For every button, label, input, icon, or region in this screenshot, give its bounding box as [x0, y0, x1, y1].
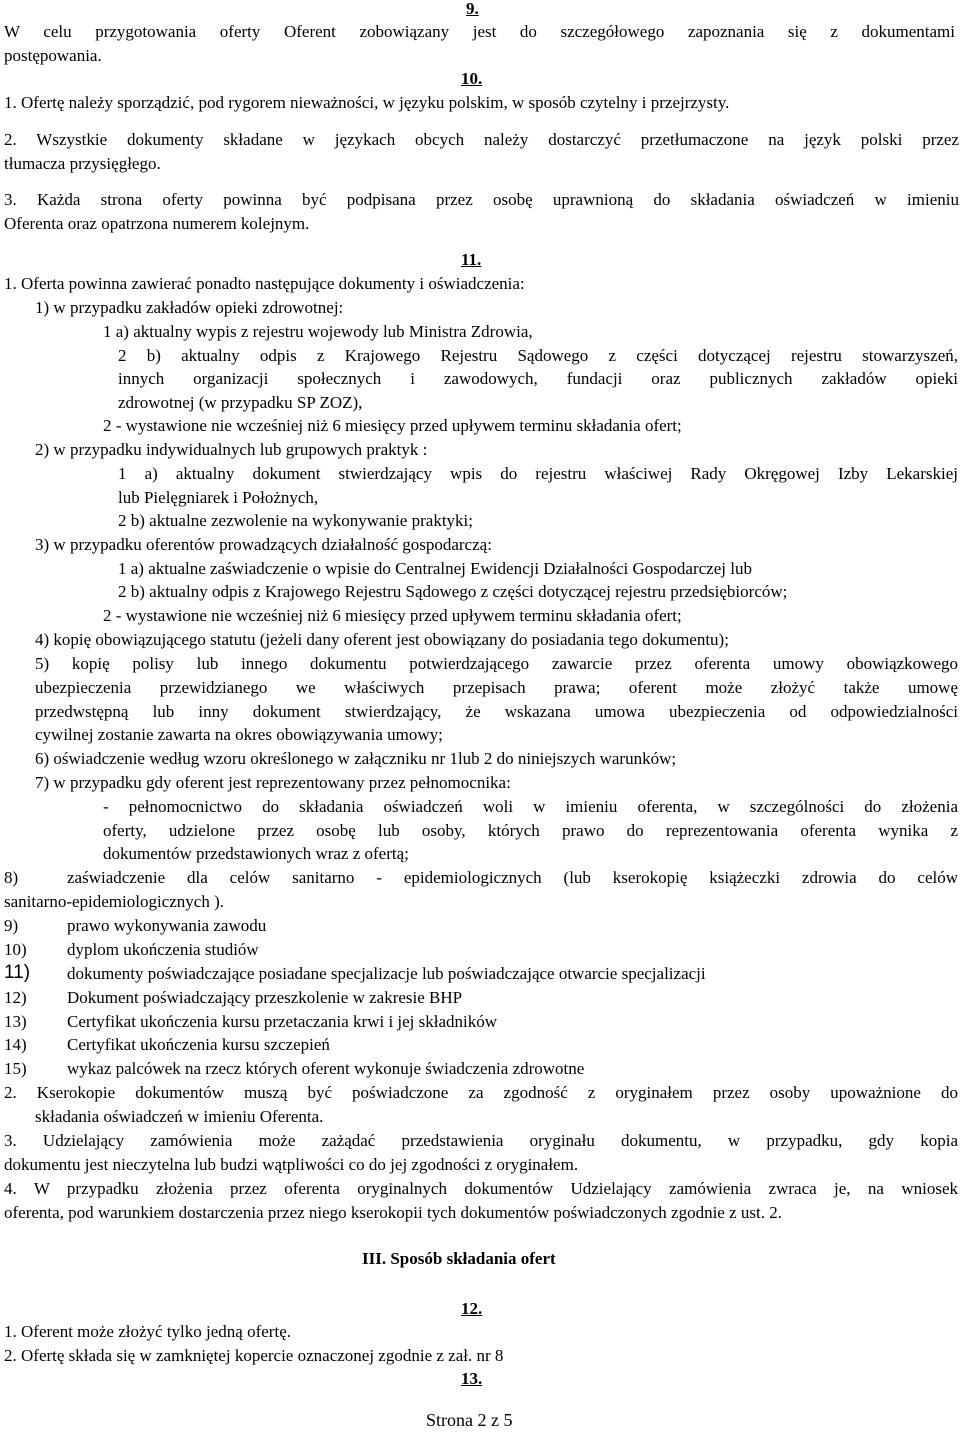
s11-item-1a: 1 a) aktualny wypis z rejestru wojewody lub Ministra Zdrowia, — [103, 322, 533, 341]
s11-item-1b-line: zdrowotnej (w przypadku SP ZOZ), — [118, 393, 363, 412]
section-10-heading: 10. — [461, 69, 483, 88]
section-13-heading: 13. — [461, 1369, 483, 1388]
s11-item-1-note: 2 - wystawione nie wcześniej niż 6 miesięcy przed upływem terminu składania ofert; — [103, 416, 682, 435]
s11-item-7-line: oferty, udzielone przez osobę lub osoby, których prawo do reprezentowania oferenta wynika z — [103, 821, 958, 840]
s11-item-3: 3) w przypadku oferentów prowadzących działalność gospodarczą: — [35, 535, 492, 554]
s11-item-1b-line: 2 b) aktualny odpis z Krajowego Rejestru Sądowego z części dotyczącej rejestru stowarzyszeń, — [118, 346, 958, 365]
chapter-iii-heading: III. Sposób składania ofert — [362, 1249, 556, 1268]
s11-point-4-line: 4. W przypadku złożenia przez oferenta oryginalnych dokumentów Udzielający zamówienia zwraca je, na wniosek — [4, 1179, 958, 1198]
s12-point-1: 1. Oferent może złożyć tylko jedną ofertę. — [4, 1322, 291, 1341]
list-item-text: Certyfikat ukończenia kursu przetaczania krwi i jej składników — [67, 1012, 498, 1031]
list-item-text: dyplom ukończenia studiów — [67, 940, 259, 959]
list-item-number: 13) — [4, 1012, 27, 1031]
page-number-footer: Strona 2 z 5 — [426, 1410, 513, 1430]
list-item-text: prawo wykonywania zawodu — [67, 916, 267, 935]
section-12-heading: 12. — [461, 1299, 483, 1318]
s11-item-1b-line: innych organizacji społecznych i zawodowych, fundacji oraz publicznych zakładów opieki — [118, 369, 958, 388]
s11-item-8-line: zaświadczenie dla celów sanitarno - epidemiologicznych (lub kserokopię książeczki zdrowia do celów — [67, 868, 958, 887]
s12-point-2: 2. Ofertę składa się w zamkniętej kopercie oznaczonej zgodnie z zał. nr 8 — [4, 1346, 504, 1365]
s11-point-2-line: 2. Kserokopie dokumentów muszą być poświadczone za zgodność z oryginałem przez osoby upoważnione do — [4, 1083, 958, 1102]
s11-item-8-number: 8) — [4, 868, 19, 887]
s10-point-2-line: tłumacza przysięgłego. — [4, 154, 161, 173]
section-9-heading: 9. — [466, 0, 479, 18]
s10-point-3-line: 3. Każda strona oferty powinna być podpisana przez osobę uprawnioną do składania oświadczeń w imieniu — [4, 190, 959, 209]
s11-item-3b: 2 b) aktualny odpis z Krajowego Rejestru Sądowego z części dotyczącej rejestru przedsiębiorców; — [118, 582, 788, 601]
list-item-number: 14) — [4, 1035, 27, 1054]
section-11-heading: 11. — [461, 250, 482, 269]
s10-point-2-line: 2. Wszystkie dokumenty składane w językach obcych należy dostarczyć przetłumaczone na język polski przez — [4, 130, 959, 149]
list-item-text: Certyfikat ukończenia kursu szczepień — [67, 1035, 330, 1054]
list-item-number: 9) — [4, 916, 19, 935]
s11-item-2a-line: 1 a) aktualny dokument stwierdzający wpis do rejestru właściwej Rady Okręgowej Izby Lekarskiej — [118, 464, 958, 483]
s11-item-8-line: sanitarno-epidemiologicznych ). — [4, 892, 224, 911]
list-item-text: dokumenty poświadczające posiadane specjalizacje lub poświadczające otwarcie specjalizacji — [67, 964, 706, 983]
list-item-number: 12) — [4, 988, 27, 1007]
list-item-text: wykaz palcówek na rzecz których oferent wykonuje świadczenia zdrowotne — [67, 1059, 585, 1078]
s11-item-3a: 1 a) aktualne zaświadczenie o wpisie do Centralnej Ewidencji Działalności Gospodarczej lub — [118, 559, 752, 578]
s11-item-7: 7) w przypadku gdy oferent jest reprezentowany przez pełnomocnika: — [35, 773, 511, 792]
s11-item-2b: 2 b) aktualne zezwolenie na wykonywanie praktyki; — [118, 511, 473, 530]
s11-intro: 1. Oferta powinna zawierać ponadto następujące dokumenty i oświadczenia: — [4, 274, 525, 293]
s11-item-6: 6) oświadczenie według wzoru określonego w załączniku nr 1lub 2 do niniejszych warunków; — [35, 749, 677, 768]
s11-item-5-line: przedwstępną lub inny dokument stwierdzający, że wskazana umowa ubezpieczenia od odpowiedzialności — [35, 702, 958, 721]
s11-point-3-line: dokumentu jest nieczytelna lub budzi wątpliwości co do jej zgodności z oryginałem. — [4, 1155, 579, 1174]
s11-item-3-note: 2 - wystawione nie wcześniej niż 6 miesięcy przed upływem terminu składania ofert; — [103, 606, 682, 625]
s11-item-4: 4) kopię obowiązującego statutu (jeżeli dany oferent jest obowiązany do posiadania tego dokumentu); — [35, 630, 729, 649]
s11-item-7-line: dokumentów przedstawionych wraz z ofertą; — [103, 844, 409, 863]
s10-point-1: 1. Ofertę należy sporządzić, pod rygorem nieważności, w języku polskim, w sposób czytelny i przejrzysty. — [4, 93, 730, 112]
list-item-number: 11) — [4, 962, 31, 983]
s10-point-3-line: Oferenta oraz opatrzona numerem kolejnym. — [4, 214, 310, 233]
s11-item-2a-line: lub Pielęgniarek i Położnych, — [118, 488, 319, 507]
s11-point-2-line: składania oświadczeń w imieniu Oferenta. — [35, 1107, 324, 1126]
s11-point-4-line: oferenta, pod warunkiem dostarczenia przez niego kserokopii tych dokumentów poświadczonych zgodnie z ust. 2. — [4, 1203, 782, 1222]
s11-item-7-line: - pełnomocnictwo do składania oświadczeń woli w imieniu oferenta, w szczególności do złożenia — [103, 797, 958, 816]
s11-point-3-line: 3. Udzielający zamówienia może zażądać przedstawienia oryginału dokumentu, w przypadku, gdy kopia — [4, 1131, 958, 1150]
s11-item-1: 1) w przypadku zakładów opieki zdrowotnej: — [35, 298, 344, 317]
s9-paragraph-line: W celu przygotowania oferty Oferent zobowiązany jest do szczegółowego zapoznania się z dokumentami — [4, 22, 955, 41]
s9-paragraph-line: postępowania. — [4, 46, 102, 65]
list-item-number: 10) — [4, 940, 27, 959]
list-item-number: 15) — [4, 1059, 27, 1078]
s11-item-5-line: ubezpieczenia przewidzianego we właściwych przepisach prawa; oferent może złożyć także umowę — [35, 678, 958, 697]
list-item-text: Dokument poświadczający przeszkolenie w zakresie BHP — [67, 988, 463, 1007]
s11-item-5-line: 5) kopię polisy lub innego dokumentu potwierdzającego zawarcie przez oferenta umowy obowiązkowego — [35, 654, 958, 673]
s11-item-5-line: cywilnej zostanie zawarta na okres obowiązywania umowy; — [35, 725, 443, 744]
s11-item-2: 2) w przypadku indywidualnych lub grupowych praktyk : — [35, 440, 428, 459]
